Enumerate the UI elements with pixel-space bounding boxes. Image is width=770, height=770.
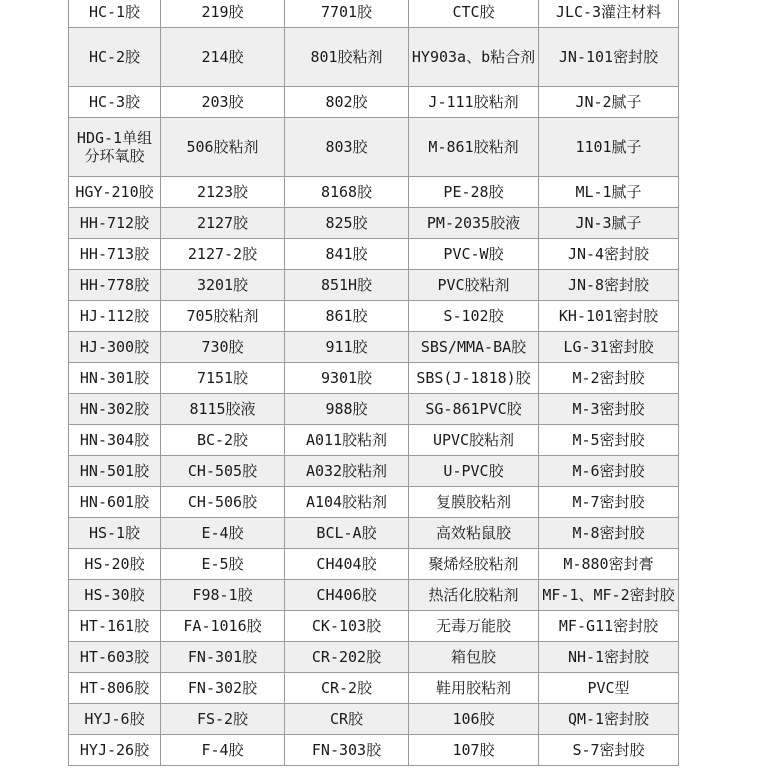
table-cell: HS-1胶 <box>69 518 161 549</box>
table-cell: HH-712胶 <box>69 208 161 239</box>
table-row <box>69 239 679 270</box>
table-cell: HS-30胶 <box>69 580 161 611</box>
table-cell: 107胶 <box>409 735 539 766</box>
table-cell: PVC-W胶 <box>409 239 539 270</box>
table-row <box>69 270 679 301</box>
table-cell: SG-861PVC胶 <box>409 394 539 425</box>
table-cell: JN-2腻子 <box>539 87 679 118</box>
table-cell: HYJ-6胶 <box>69 704 161 735</box>
table-cell: HT-806胶 <box>69 673 161 704</box>
table-cell: 851H胶 <box>285 270 409 301</box>
table-cell: HN-601胶 <box>69 487 161 518</box>
table-cell: CR胶 <box>285 704 409 735</box>
table-row <box>69 673 679 704</box>
table-cell: HYJ-26胶 <box>69 735 161 766</box>
table-cell: JN-101密封胶 <box>539 28 679 87</box>
table-cell: 7151胶 <box>161 363 285 394</box>
table-cell: CH-506胶 <box>161 487 285 518</box>
table-cell: JN-8密封胶 <box>539 270 679 301</box>
table-cell: FN-302胶 <box>161 673 285 704</box>
table-cell: 热活化胶粘剂 <box>409 580 539 611</box>
table-cell: 9301胶 <box>285 363 409 394</box>
table-cell: 825胶 <box>285 208 409 239</box>
table-cell: F-4胶 <box>161 735 285 766</box>
table-cell: SBS/MMA-BA胶 <box>409 332 539 363</box>
adhesive-product-table <box>68 0 679 766</box>
table-cell: NH-1密封胶 <box>539 642 679 673</box>
table-cell: MF-1、MF-2密封胶 <box>539 580 679 611</box>
table-cell: SBS(J-1818)胶 <box>409 363 539 394</box>
table-cell: 106胶 <box>409 704 539 735</box>
table-cell: CR-2胶 <box>285 673 409 704</box>
table-row <box>69 301 679 332</box>
table-cell: CTC胶 <box>409 0 539 28</box>
table-cell: E-5胶 <box>161 549 285 580</box>
table-cell: FN-303胶 <box>285 735 409 766</box>
table-cell: M-8密封胶 <box>539 518 679 549</box>
table-cell: 箱包胶 <box>409 642 539 673</box>
table-row <box>69 735 679 766</box>
table-cell: U-PVC胶 <box>409 456 539 487</box>
table-body <box>69 0 679 766</box>
table-cell: HJ-112胶 <box>69 301 161 332</box>
table-cell: KH-101密封胶 <box>539 301 679 332</box>
table-row <box>69 208 679 239</box>
table-cell: PVC胶粘剂 <box>409 270 539 301</box>
table-cell: UPVC胶粘剂 <box>409 425 539 456</box>
table-cell: 3201胶 <box>161 270 285 301</box>
table-cell: 801胶粘剂 <box>285 28 409 87</box>
table-cell: HN-302胶 <box>69 394 161 425</box>
table-row <box>69 177 679 208</box>
table-cell: 8115胶液 <box>161 394 285 425</box>
table-cell: BC-2胶 <box>161 425 285 456</box>
table-row <box>69 394 679 425</box>
table-row <box>69 28 679 87</box>
table-cell: HN-301胶 <box>69 363 161 394</box>
table-cell: S-102胶 <box>409 301 539 332</box>
table-cell: 861胶 <box>285 301 409 332</box>
table-row <box>69 518 679 549</box>
table-row <box>69 87 679 118</box>
table-cell: 214胶 <box>161 28 285 87</box>
table-cell: HN-501胶 <box>69 456 161 487</box>
table-cell: 1101腻子 <box>539 118 679 177</box>
table-cell: HH-713胶 <box>69 239 161 270</box>
table-cell: 730胶 <box>161 332 285 363</box>
table-cell: A104胶粘剂 <box>285 487 409 518</box>
table-cell: 841胶 <box>285 239 409 270</box>
table-cell: S-7密封胶 <box>539 735 679 766</box>
table-cell: M-3密封胶 <box>539 394 679 425</box>
table-row <box>69 642 679 673</box>
table-cell: M-861胶粘剂 <box>409 118 539 177</box>
table-cell: F98-1胶 <box>161 580 285 611</box>
table-cell: FA-1016胶 <box>161 611 285 642</box>
table-cell: CH404胶 <box>285 549 409 580</box>
table-row <box>69 456 679 487</box>
table-cell: 705胶粘剂 <box>161 301 285 332</box>
table-cell: QM-1密封胶 <box>539 704 679 735</box>
table-cell: M-880密封膏 <box>539 549 679 580</box>
table-cell: HJ-300胶 <box>69 332 161 363</box>
table-cell: M-5密封胶 <box>539 425 679 456</box>
table-cell: MF-G11密封胶 <box>539 611 679 642</box>
table-cell: JN-3腻子 <box>539 208 679 239</box>
table-cell: FS-2胶 <box>161 704 285 735</box>
table-cell: HY903a、b粘合剂 <box>409 28 539 87</box>
table-cell: 2127-2胶 <box>161 239 285 270</box>
table-cell: 2123胶 <box>161 177 285 208</box>
table-cell: 911胶 <box>285 332 409 363</box>
table-row <box>69 118 679 177</box>
table-cell: 聚烯烃胶粘剂 <box>409 549 539 580</box>
table-cell: HGY-210胶 <box>69 177 161 208</box>
table-cell: 506胶粘剂 <box>161 118 285 177</box>
table-cell: 219胶 <box>161 0 285 28</box>
table-cell: M-7密封胶 <box>539 487 679 518</box>
table-cell: CH406胶 <box>285 580 409 611</box>
table-cell: PVC型 <box>539 673 679 704</box>
table-cell: HH-778胶 <box>69 270 161 301</box>
table-cell: ML-1腻子 <box>539 177 679 208</box>
table-cell: HC-2胶 <box>69 28 161 87</box>
table-cell: CR-202胶 <box>285 642 409 673</box>
table-cell: HDG-1单组分环氧胶 <box>69 118 161 177</box>
table-cell: 8168胶 <box>285 177 409 208</box>
table-cell: 7701胶 <box>285 0 409 28</box>
table-cell: 复膜胶粘剂 <box>409 487 539 518</box>
table-cell: PE-28胶 <box>409 177 539 208</box>
table-row <box>69 0 679 28</box>
table-cell: A011胶粘剂 <box>285 425 409 456</box>
table-cell: FN-301胶 <box>161 642 285 673</box>
table-cell: CH-505胶 <box>161 456 285 487</box>
table-row <box>69 611 679 642</box>
table-cell: 803胶 <box>285 118 409 177</box>
table-cell: 无毒万能胶 <box>409 611 539 642</box>
table-cell: E-4胶 <box>161 518 285 549</box>
table-cell: BCL-A胶 <box>285 518 409 549</box>
table-row <box>69 332 679 363</box>
table-cell: 802胶 <box>285 87 409 118</box>
table-row <box>69 363 679 394</box>
table-row <box>69 549 679 580</box>
table-cell: 高效粘鼠胶 <box>409 518 539 549</box>
table-cell: J-111胶粘剂 <box>409 87 539 118</box>
table-cell: 2127胶 <box>161 208 285 239</box>
table-cell: M-6密封胶 <box>539 456 679 487</box>
table-cell: HS-20胶 <box>69 549 161 580</box>
table-cell: JLC-3灌注材料 <box>539 0 679 28</box>
table-row <box>69 425 679 456</box>
table-cell: 988胶 <box>285 394 409 425</box>
table-cell: M-2密封胶 <box>539 363 679 394</box>
table-cell: JN-4密封胶 <box>539 239 679 270</box>
table-cell: HC-1胶 <box>69 0 161 28</box>
table-cell: CK-103胶 <box>285 611 409 642</box>
table-row <box>69 487 679 518</box>
table-cell: 鞋用胶粘剂 <box>409 673 539 704</box>
table-cell: PM-2035胶液 <box>409 208 539 239</box>
table-cell: HT-161胶 <box>69 611 161 642</box>
table-row <box>69 580 679 611</box>
table-cell: HN-304胶 <box>69 425 161 456</box>
table-cell: 203胶 <box>161 87 285 118</box>
table-cell: HC-3胶 <box>69 87 161 118</box>
table-cell: A032胶粘剂 <box>285 456 409 487</box>
table-cell: LG-31密封胶 <box>539 332 679 363</box>
table-row <box>69 704 679 735</box>
table-cell: HT-603胶 <box>69 642 161 673</box>
